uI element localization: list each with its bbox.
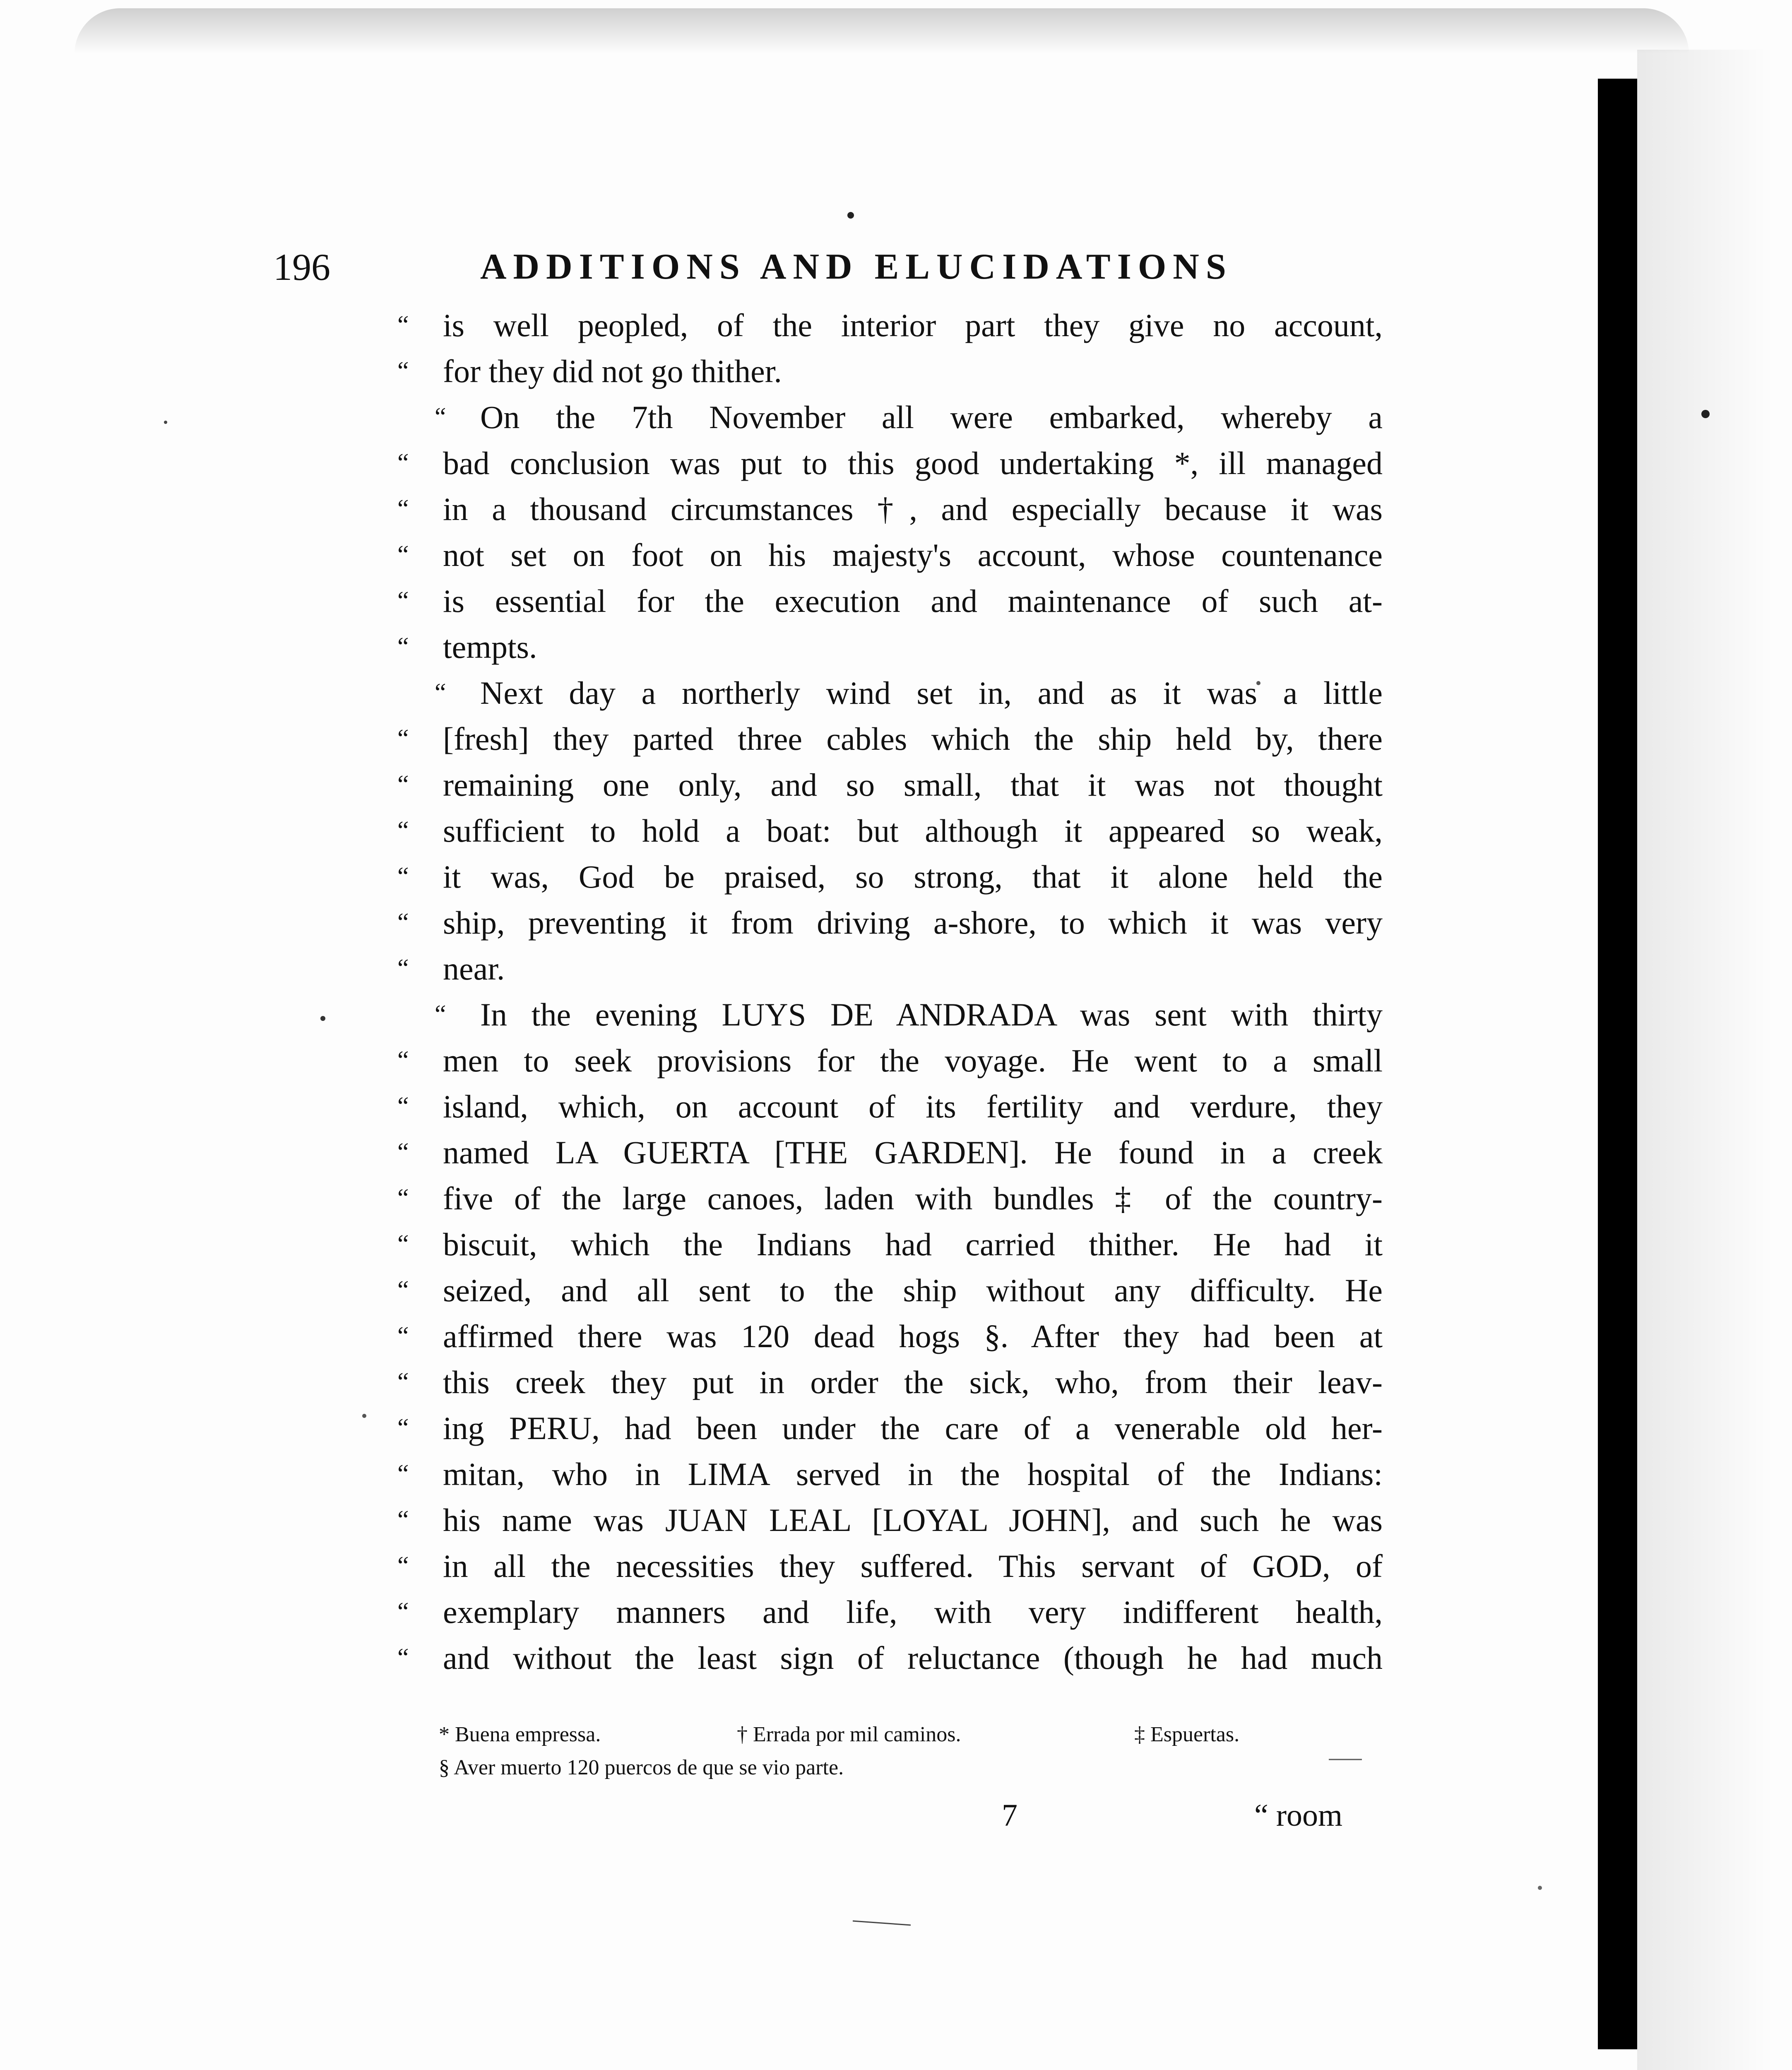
line-text: [fresh] they parted three cables which the ship held by, there	[443, 721, 1383, 757]
text-line	[397, 854, 1383, 900]
line-text: sufficient to hold a boat: but although it appeared so weak,	[443, 813, 1383, 849]
text-line	[397, 394, 1383, 440]
quote-mark: “	[397, 1368, 409, 1396]
body-text	[397, 302, 1383, 1681]
text-line	[397, 578, 1383, 624]
line-text: near.	[443, 951, 505, 987]
line-text: named LA GUERTA [THE GARDEN]. He found in a creek	[443, 1134, 1383, 1170]
quote-mark: “	[397, 1460, 409, 1488]
quote-mark: “	[397, 357, 409, 385]
footnote-row	[439, 1718, 1391, 1751]
text-line	[397, 900, 1383, 946]
text-line	[397, 716, 1383, 762]
quote-mark: “	[435, 679, 446, 707]
quote-mark: “	[397, 724, 409, 753]
line-text: Next day a northerly wind set in, and as it was a little	[480, 675, 1383, 711]
line-text: is well peopled, of the interior part they give no account,	[443, 307, 1383, 343]
line-text: On the 7th November all were embarked, whereby a	[480, 399, 1383, 435]
quote-mark: “	[435, 1000, 446, 1028]
text-line	[397, 1635, 1383, 1681]
quote-mark: “	[397, 633, 409, 661]
line-text: in a thousand circumstances †, and especially because it was	[443, 491, 1383, 527]
line-text: tempts.	[443, 629, 537, 665]
text-line	[397, 992, 1383, 1037]
text-line	[397, 486, 1383, 532]
quote-mark: “	[397, 1138, 409, 1166]
line-text: men to seek provisions for the voyage. He went to a small	[443, 1042, 1383, 1078]
text-line	[397, 762, 1383, 808]
quote-mark: “	[397, 449, 409, 477]
line-text: is essential for the execution and maintenance of such at-	[443, 583, 1383, 619]
line-text: biscuit, which the Indians had carried thither. He had it	[443, 1226, 1383, 1262]
quote-mark: “	[397, 587, 409, 615]
line-text: ing PERU, had been under the care of a venerable old her-	[443, 1410, 1383, 1446]
text-line	[397, 302, 1383, 348]
page-header	[273, 236, 1391, 298]
signature-mark: 7	[1002, 1798, 1017, 1833]
text-line	[397, 1451, 1383, 1497]
text-line	[397, 1037, 1383, 1083]
catchword: “ room	[1254, 1798, 1343, 1833]
footnotes	[439, 1718, 1391, 1784]
quote-mark: “	[397, 1230, 409, 1258]
footnote-row	[439, 1751, 1391, 1784]
line-text: bad conclusion was put to this good undertaking *, ill managed	[443, 445, 1383, 481]
text-line	[397, 1405, 1383, 1451]
line-text: and without the least sign of reluctance (though he had much	[443, 1640, 1383, 1676]
text-line	[397, 532, 1383, 578]
text-line	[397, 348, 1383, 394]
text-line	[397, 670, 1383, 716]
footnote: † Errada por mil caminos.	[737, 1723, 961, 1746]
line-text: this creek they put in order the sick, who, from their leav-	[443, 1364, 1383, 1400]
text-line	[397, 1083, 1383, 1129]
line-text: island, which, on account of its fertility and verdure, they	[443, 1088, 1383, 1124]
text-line	[397, 624, 1383, 670]
quote-mark: “	[397, 1506, 409, 1534]
line-text: affirmed there was 120 dead hogs §. After they had been at	[443, 1318, 1383, 1354]
quote-mark: “	[397, 1322, 409, 1350]
line-text: five of the large canoes, laden with bundles ‡ of the country-	[443, 1180, 1383, 1216]
text-line	[397, 1359, 1383, 1405]
quote-mark: “	[397, 311, 409, 339]
running-head: ADDITIONS AND ELUCIDATIONS	[480, 247, 1233, 287]
text-line	[397, 1129, 1383, 1175]
line-text: in all the necessities they suffered. This servant of GOD, of	[443, 1548, 1383, 1584]
text-line	[397, 1267, 1383, 1313]
text-line	[397, 1589, 1383, 1635]
quote-mark: “	[397, 816, 409, 845]
line-text: not set on foot on his majesty's account, whose countenance	[443, 537, 1383, 573]
line-text: seized, and all sent to the ship without any difficulty. He	[443, 1272, 1383, 1308]
quote-mark: “	[397, 1414, 409, 1442]
quote-mark: “	[397, 1552, 409, 1580]
text-line	[397, 1175, 1383, 1221]
text-line	[397, 1313, 1383, 1359]
line-text: for they did not go thither.	[443, 353, 782, 389]
footnote: * Buena empressa.	[439, 1723, 601, 1746]
footnote: § Aver muerto 120 puercos de que se vio parte.	[439, 1756, 844, 1779]
text-line	[397, 440, 1383, 486]
quote-mark: “	[397, 1276, 409, 1304]
page-number: 196	[273, 246, 330, 288]
quote-mark: “	[397, 908, 409, 936]
text-line	[397, 808, 1383, 854]
quote-mark: “	[397, 1092, 409, 1120]
line-text: exemplary manners and life, with very indifferent health,	[443, 1594, 1383, 1630]
quote-mark: “	[397, 495, 409, 523]
line-text: ship, preventing it from driving a-shore, to which it was very	[443, 905, 1383, 941]
quote-mark: “	[397, 1046, 409, 1074]
quote-mark: “	[397, 1644, 409, 1672]
footnote: ‡ Espuertas.	[1134, 1723, 1240, 1746]
line-text: his name was JUAN LEAL [LOYAL JOHN], and such he was	[443, 1502, 1383, 1538]
quote-mark: “	[397, 770, 409, 799]
quote-mark: “	[397, 862, 409, 891]
quote-mark: “	[397, 541, 409, 569]
line-text: mitan, who in LIMA served in the hospital of the Indians:	[443, 1456, 1383, 1492]
text-line	[397, 1497, 1383, 1543]
quote-mark: “	[435, 403, 446, 431]
quote-mark: “	[397, 954, 409, 982]
text-line	[397, 1221, 1383, 1267]
text-line	[397, 1543, 1383, 1589]
quote-mark: “	[397, 1184, 409, 1212]
line-text: it was, God be praised, so strong, that it alone held the	[443, 859, 1383, 895]
line-text: remaining one only, and so small, that it was not thought	[443, 767, 1383, 803]
quote-mark: “	[397, 1598, 409, 1626]
line-text: In the evening LUYS DE ANDRADA was sent with thirty	[480, 996, 1383, 1033]
text-line	[397, 946, 1383, 992]
